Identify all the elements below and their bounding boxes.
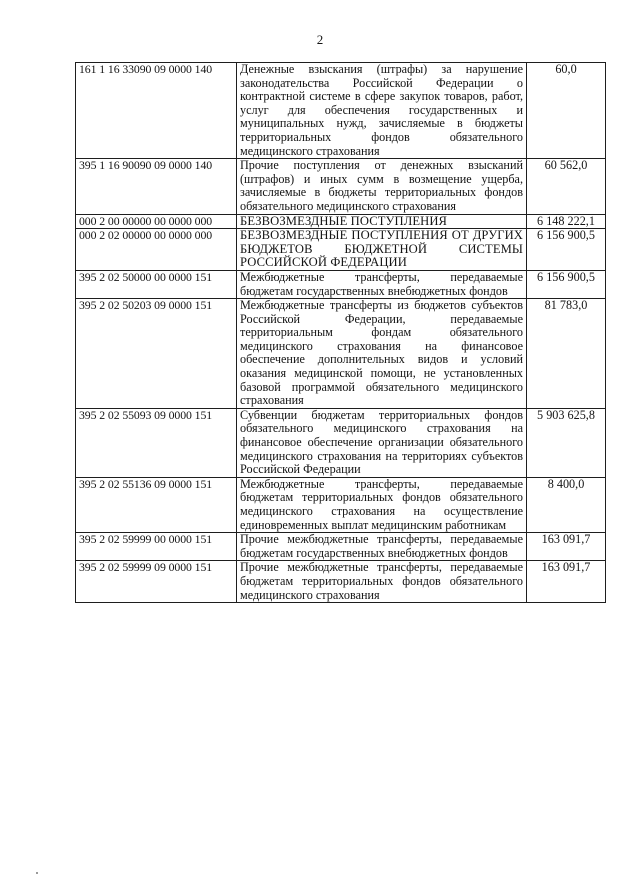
revenue-name-cell: Прочие поступления от денежных взысканий (штрафов) и иных сумм в возмещение ущерба, зачисляемые в бюджеты территориальных фондов обязательного медицинского страхования (237, 159, 527, 214)
budget-code-cell: 395 1 16 90090 09 0000 140 (76, 159, 237, 214)
table-row (76, 299, 606, 409)
budget-code-cell: 000 2 00 00000 00 0000 000 (76, 214, 237, 229)
amount-cell: 5 903 625,8 (527, 408, 606, 477)
table-row (76, 477, 606, 532)
table-row (76, 408, 606, 477)
revenue-name-cell: Межбюджетные трансферты, передаваемые бюджетам территориальных фондов обязательного медицинского страхования на осуществление единовременных выплат медицинским работникам (237, 477, 527, 532)
amount-cell: 60 562,0 (527, 159, 606, 214)
amount-cell: 81 783,0 (527, 299, 606, 409)
revenue-name-cell: Межбюджетные трансферты из бюджетов субъектов Российской Федерации, передаваемые территориальным фондам обязательного медицинского страхования на финансовое обеспечение дополнительных видов и условий оказания медицинской помощи, не установленных базовой программой обязательного медицинского страхования (237, 299, 527, 409)
budget-code-cell: 161 1 16 33090 09 0000 140 (76, 63, 237, 159)
amount-cell: 6 156 900,5 (527, 270, 606, 298)
amount-cell: 60,0 (527, 63, 606, 159)
table-row (76, 270, 606, 298)
amount-cell: 6 148 222,1 (527, 214, 606, 229)
budget-code-cell: 395 2 02 50203 09 0000 151 (76, 299, 237, 409)
page-number: 2 (316, 32, 324, 47)
revenue-name-cell: Прочие межбюджетные трансферты, передаваемые бюджетам территориальных фондов обязательного медицинского страхования (237, 561, 527, 603)
budget-code-cell: 000 2 02 00000 00 0000 000 (76, 229, 237, 271)
scan-speck (36, 872, 38, 874)
revenue-name-cell: Денежные взыскания (штрафы) за нарушение законодательства Российской Федерации о контрактной системе в сфере закупок товаров, работ, услуг для обеспечения государственных и муниципальных нужд, зачисляемые в бюджеты территориальных фондов обязательного медицинского страхования (237, 63, 527, 159)
amount-cell: 8 400,0 (527, 477, 606, 532)
budget-code-cell: 395 2 02 59999 09 0000 151 (76, 561, 237, 603)
table-row (76, 229, 606, 271)
table-row (76, 159, 606, 214)
table-row (76, 214, 606, 229)
revenue-name-cell: БЕЗВОЗМЕЗДНЫЕ ПОСТУПЛЕНИЯ ОТ ДРУГИХ БЮДЖЕТОВ БЮДЖЕТНОЙ СИСТЕМЫ РОССИЙСКОЙ ФЕДЕРАЦИИ (237, 229, 527, 271)
revenue-name-cell: Субвенции бюджетам территориальных фондов обязательного медицинского страхования на финансовое обеспечение организации обязательного медицинского страхования на территориях субъектов Российской Федерации (237, 408, 527, 477)
revenue-name-cell: Прочие межбюджетные трансферты, передаваемые бюджетам государственных внебюджетных фондов (237, 533, 527, 561)
table-row (76, 63, 606, 159)
amount-cell: 6 156 900,5 (527, 229, 606, 271)
budget-code-cell: 395 2 02 55093 09 0000 151 (76, 408, 237, 477)
budget-code-cell: 395 2 02 59999 00 0000 151 (76, 533, 237, 561)
budget-code-cell: 395 2 02 50000 00 0000 151 (76, 270, 237, 298)
amount-cell: 163 091,7 (527, 561, 606, 603)
table-row (76, 533, 606, 561)
revenue-name-cell: Межбюджетные трансферты, передаваемые бюджетам государственных внебюджетных фондов (237, 270, 527, 298)
budget-code-cell: 395 2 02 55136 09 0000 151 (76, 477, 237, 532)
amount-cell: 163 091,7 (527, 533, 606, 561)
revenue-name-cell: БЕЗВОЗМЕЗДНЫЕ ПОСТУПЛЕНИЯ (237, 214, 527, 229)
budget-revenue-table (75, 62, 606, 603)
table-row (76, 561, 606, 603)
